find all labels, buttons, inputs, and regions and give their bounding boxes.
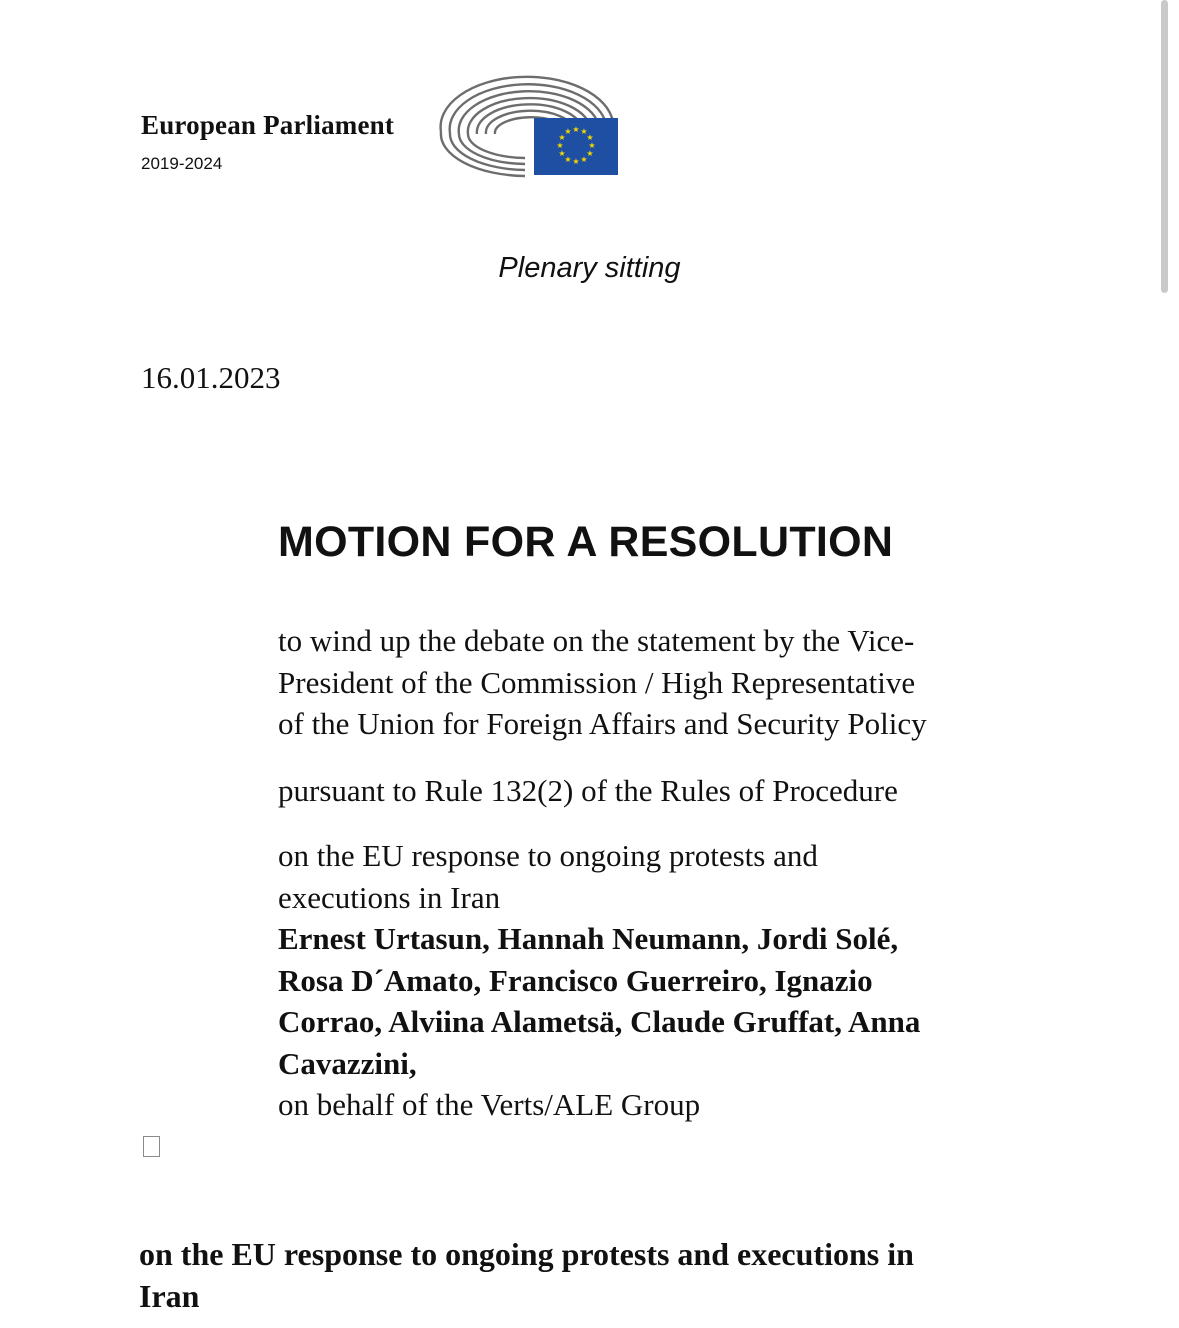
svg-text:★: ★	[572, 125, 580, 134]
title-line: Iran	[139, 1278, 200, 1314]
purpose-line: to wind up the debate on the statement by the Vice-	[278, 623, 915, 658]
svg-text:★: ★	[558, 133, 566, 142]
resolution-title	[139, 1233, 1039, 1317]
svg-text:★: ★	[564, 155, 572, 164]
document-header	[141, 70, 621, 180]
procedure-rule: pursuant to Rule 132(2) of the Rules of Procedure	[278, 773, 898, 808]
parliament-term: 2019-2024	[141, 154, 223, 173]
svg-text:★: ★	[564, 127, 572, 136]
placeholder-box-icon	[143, 1136, 160, 1157]
subject-line: on the EU response to ongoing protests and	[278, 838, 818, 873]
subject-line: executions in Iran	[278, 879, 501, 915]
svg-text:★: ★	[588, 141, 596, 150]
svg-text:★: ★	[580, 127, 588, 136]
motion-purpose	[278, 620, 1038, 745]
european-parliament-logo-icon	[433, 70, 623, 180]
svg-text:★: ★	[586, 133, 594, 142]
authors-line: Cavazzini,	[278, 1045, 417, 1081]
purpose-line: of the Union for Foreign Affairs and Security Policy	[278, 706, 927, 741]
document-date: 16.01.2023	[141, 360, 281, 395]
svg-text:★: ★	[558, 149, 566, 158]
title-line: on the EU response to ongoing protests and executions in	[139, 1236, 914, 1272]
org-name: European Parliament	[141, 110, 395, 140]
motion-subject-and-authors	[278, 835, 1038, 1126]
svg-text:★: ★	[556, 141, 564, 150]
authors-line: Rosa D´Amato, Francisco Guerreiro, Ignazio	[278, 962, 873, 998]
sitting-label: Plenary sitting	[498, 252, 681, 284]
document-type-heading: MOTION FOR A RESOLUTION	[278, 518, 894, 566]
authors-line: Ernest Urtasun, Hannah Neumann, Jordi Solé,	[278, 921, 899, 956]
purpose-line: President of the Commission / High Representative	[278, 664, 916, 700]
authors-line: Corrao, Alviina Alametsä, Claude Gruffat, Anna	[278, 1004, 921, 1039]
svg-text:★: ★	[580, 155, 588, 164]
svg-text:★: ★	[572, 157, 580, 166]
scrollbar[interactable]	[1161, 0, 1168, 293]
svg-text:★: ★	[586, 149, 594, 158]
group-line: on behalf of the Verts/ALE Group	[278, 1087, 701, 1122]
